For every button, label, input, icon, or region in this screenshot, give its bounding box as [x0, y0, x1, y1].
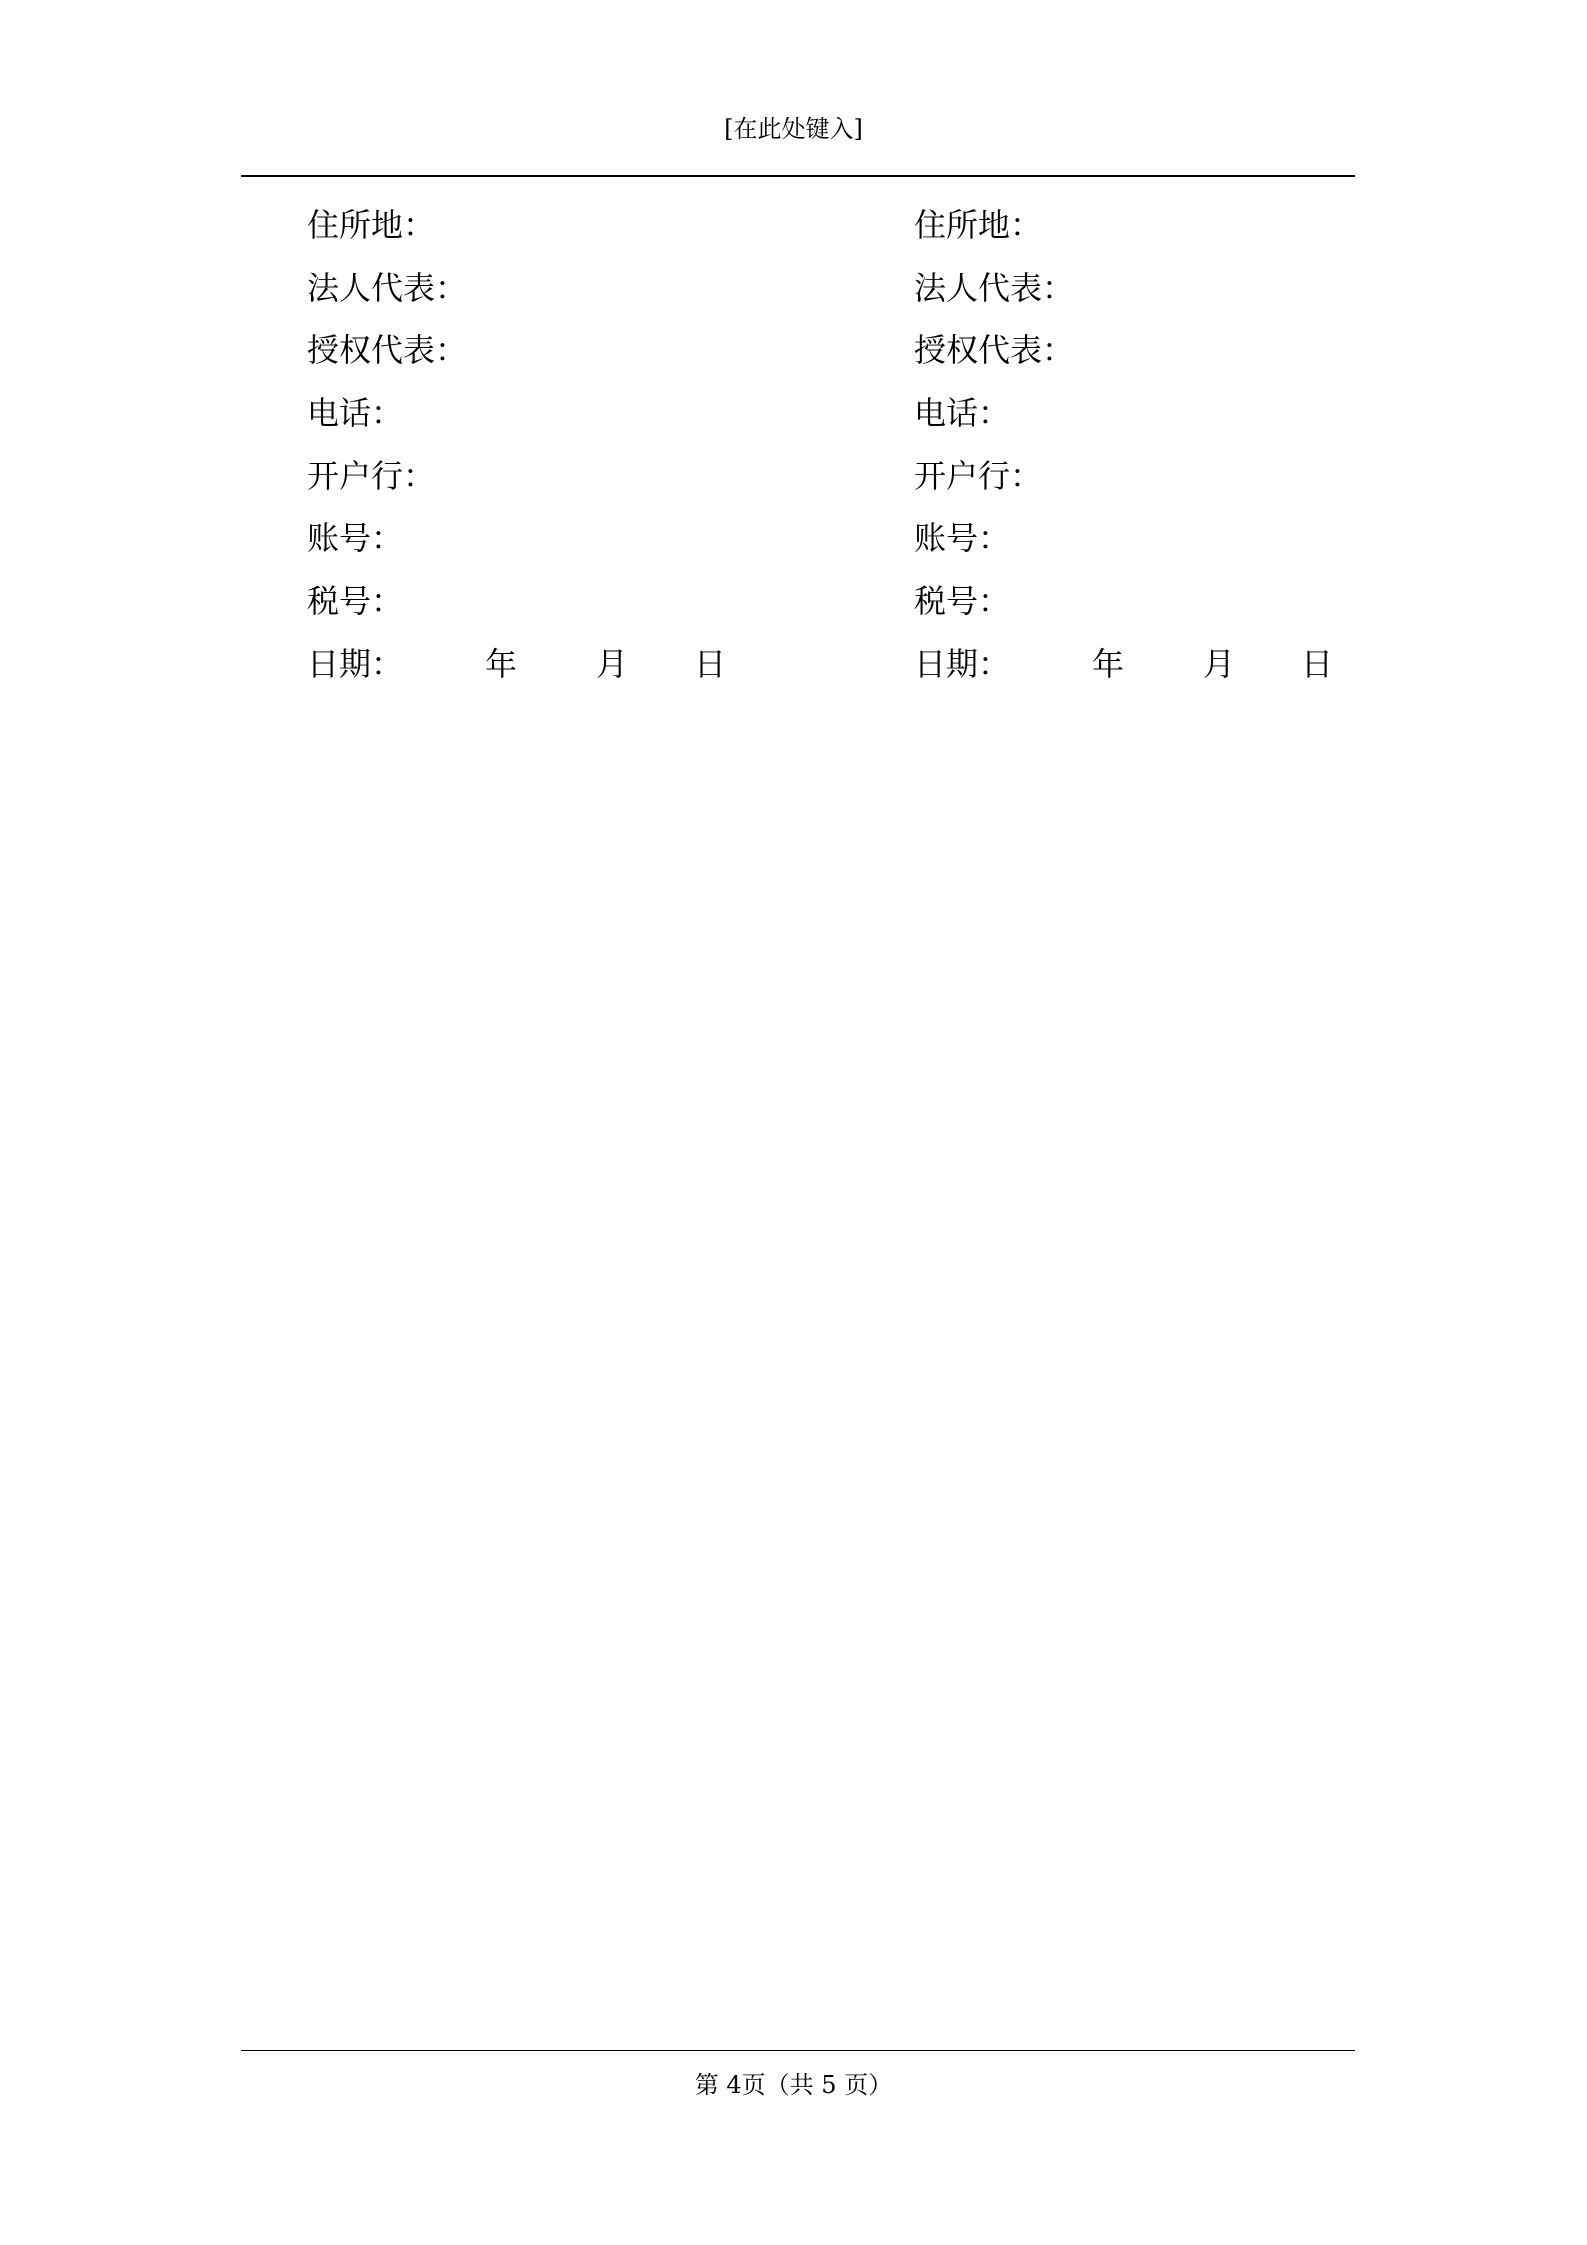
- phone-label: 电话：: [307, 394, 404, 433]
- authorized-representative-label: 授权代表：: [914, 331, 1075, 370]
- authorized-representative-field: [914, 325, 1474, 388]
- date-year-unit: 年: [485, 644, 518, 683]
- address-label: 住所地：: [307, 206, 436, 244]
- phone-field: [307, 388, 867, 451]
- account-number-field: [307, 513, 867, 576]
- date-year-unit: 年: [1092, 644, 1125, 683]
- party-b-signature-block: [914, 200, 1474, 702]
- header-placeholder-text: [在此处键入]: [724, 115, 863, 143]
- tax-number-field: [914, 576, 1474, 639]
- authorized-representative-label: 授权代表：: [307, 331, 468, 370]
- bank-field: [307, 451, 867, 514]
- date-field: [914, 639, 1474, 702]
- legal-representative-label: 法人代表：: [914, 268, 1075, 307]
- header-divider: [241, 175, 1355, 177]
- bank-label: 开户行：: [914, 456, 1043, 495]
- date-field: [307, 639, 867, 702]
- account-number-label: 账号：: [307, 519, 404, 558]
- tax-number-label: 税号：: [914, 582, 1011, 621]
- tax-number-label: 税号：: [307, 582, 404, 621]
- date-label: 日期：: [307, 644, 404, 683]
- authorized-representative-field: [307, 325, 867, 388]
- bank-label: 开户行：: [307, 456, 436, 495]
- page-number: 第 4页（共 5 页）: [694, 2071, 893, 2099]
- bank-field: [914, 451, 1474, 514]
- date-month-unit: 月: [1203, 644, 1236, 683]
- address-field: [914, 200, 1474, 263]
- legal-representative-label: 法人代表：: [307, 268, 468, 307]
- legal-representative-field: [307, 263, 867, 326]
- date-month-unit: 月: [596, 644, 629, 683]
- phone-field: [914, 388, 1474, 451]
- tax-number-field: [307, 576, 867, 639]
- date-label: 日期：: [914, 644, 1011, 683]
- address-field: [307, 200, 867, 263]
- legal-representative-field: [914, 263, 1474, 326]
- date-day-unit: 日: [694, 644, 727, 683]
- account-number-field: [914, 513, 1474, 576]
- address-label: 住所地：: [914, 206, 1043, 244]
- account-number-label: 账号：: [914, 519, 1011, 558]
- date-day-unit: 日: [1301, 644, 1334, 683]
- phone-label: 电话：: [914, 394, 1011, 433]
- party-a-signature-block: [307, 200, 867, 702]
- footer-divider: [241, 2050, 1355, 2051]
